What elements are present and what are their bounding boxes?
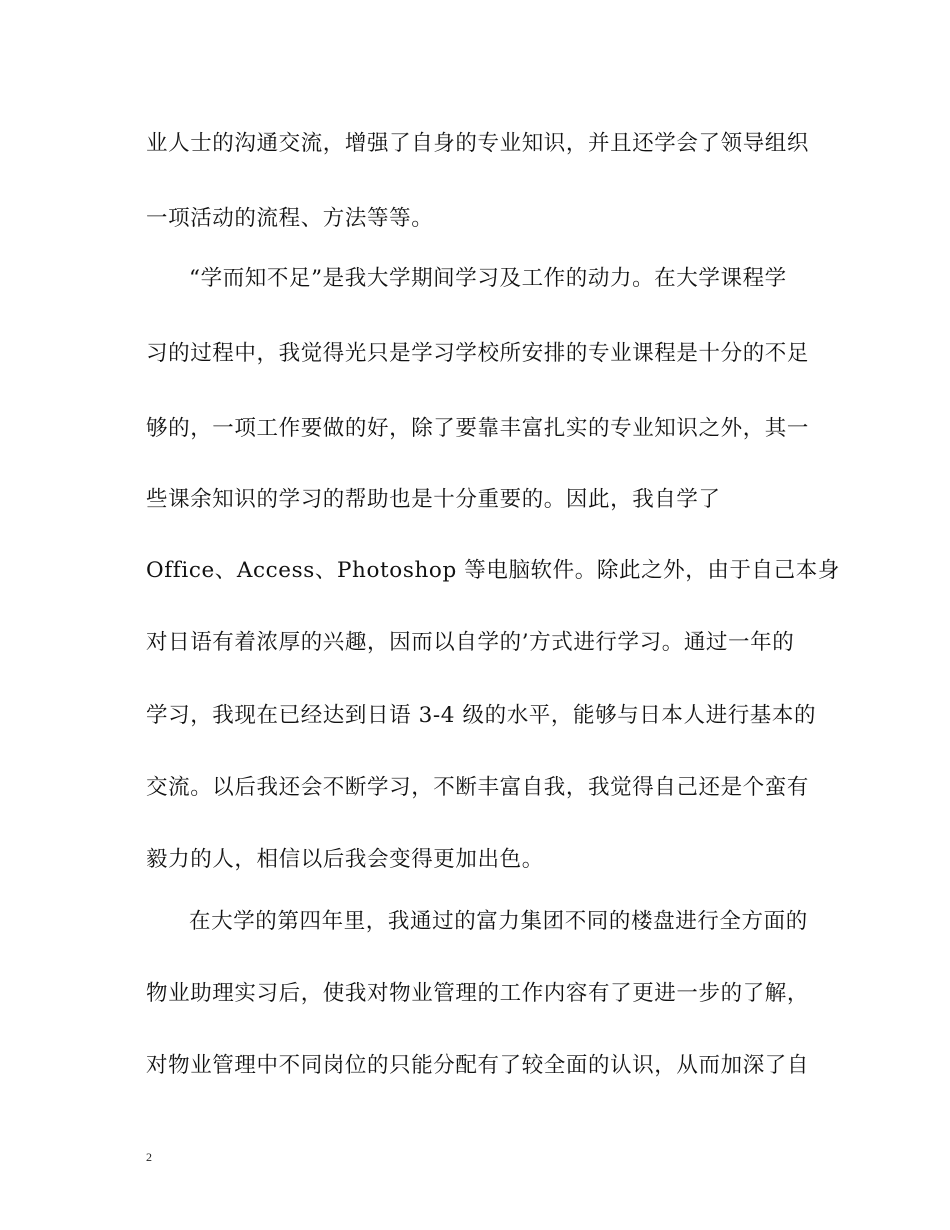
text-line: 毅力的人，相信以后我会变得更加出色。 [146,847,544,872]
text-line: 一项活动的流程、方法等等。 [146,206,434,231]
page-number: 2 [146,1150,152,1164]
text-line: 对物业管理中不同岗位的只能分配有了较全面的认识，从而加深了自 [146,1053,810,1078]
paragraph-first-line: “学而知不足”是我大学期间学习及工作的动力。在大学课程学 [189,266,787,291]
text-line: 业人士的沟通交流，增强了自身的专业知识，并且还学会了领导组织 [146,131,810,156]
text-line: 物业助理实习后，使我对物业管理的工作内容有了更进一步的了解， [146,981,810,1006]
text-line: 对日语有着浓厚的兴趣，因而以自学的’方式进行学习。通过一年的 [146,630,795,655]
text-line: 习的过程中，我觉得光只是学习学校所安排的专业课程是十分的不足 [146,341,810,366]
text-line: 够的，一项工作要做的好，除了要靠丰富扎实的专业知识之外，其一 [146,416,810,441]
text-line: 些课余知识的学习的帮助也是十分重要的。因此，我自学了 [146,487,721,512]
text-line: Office、Access、Photoshop 等电脑软件。除此之外，由于自己本身 [146,558,840,583]
text-line: 学习，我现在已经达到日语 3-4 级的水平，能够与日本人进行基本的 [146,703,817,728]
text-line: 交流。以后我还会不断学习，不断丰富自我，我觉得自己还是个蛮有 [146,775,810,800]
paragraph-first-line: 在大学的第四年里，我通过的富力集团不同的楼盘进行全方面的 [189,909,808,934]
